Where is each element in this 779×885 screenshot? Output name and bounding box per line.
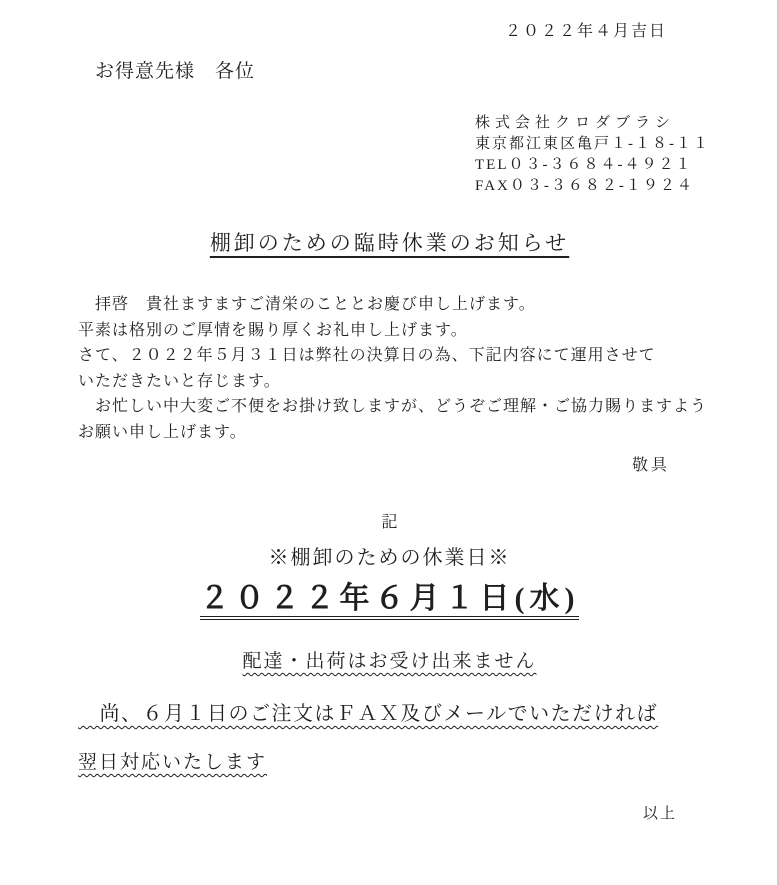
note-nextday xyxy=(78,747,267,774)
body-line: お願い申し上げます。 xyxy=(78,423,247,441)
addressee: お得意先様 各位 xyxy=(95,61,256,82)
record-marker: 記 xyxy=(381,514,398,531)
note-order-text: 尚、６月１日のご注文はＦＡＸ及びメールでいただければ xyxy=(78,703,659,725)
holiday-date xyxy=(0,573,779,617)
body-line: さて、２０２２年５月３１日は弊社の決算日の為、下記内容にて運用させて xyxy=(78,347,656,364)
sender-block xyxy=(475,113,710,197)
sender-fax: FAX０３-３６８２-１９２４ xyxy=(475,178,694,194)
holiday-headline: ※棚卸のための休業日※ xyxy=(268,547,511,569)
body-line: お忙しい中大変ご不便をお掛け致しますが、どうぞご理解・ご協力賜りますよう xyxy=(78,398,708,415)
letter-title xyxy=(0,227,779,257)
sender-address: 東京都江東区亀戸１-１８-１１ xyxy=(475,136,710,152)
closing-keigu: 敬具 xyxy=(631,457,670,474)
body-line: 拝啓 貴社ますますご清栄のこととお慶び申し上げます。 xyxy=(78,296,536,313)
note-nextday-text: 翌日対応いたします xyxy=(78,752,268,773)
letter-date: ２０２２年４月吉日 xyxy=(504,23,667,40)
letter-body xyxy=(78,292,707,445)
sender-company-name: 株式会社クロダブラシ xyxy=(475,115,676,131)
note-order xyxy=(78,697,658,726)
sender-tel: TEL０３-３６８４-４９２１ xyxy=(475,157,693,173)
note-delivery xyxy=(0,646,779,673)
body-line: 平素は格別のご厚情を賜り厚くお礼申し上げます。 xyxy=(78,321,468,339)
end-marker-ijo: 以上 xyxy=(642,806,677,822)
note-delivery-text: 配達・出荷はお受け出来ません xyxy=(242,651,537,672)
holiday-date-text: ２０２２年６月１日(水) xyxy=(200,582,580,620)
letter-title-text: 棚卸のための臨時休業のお知らせ xyxy=(209,231,570,255)
body-line: いただきたいと存じます。 xyxy=(78,372,281,390)
